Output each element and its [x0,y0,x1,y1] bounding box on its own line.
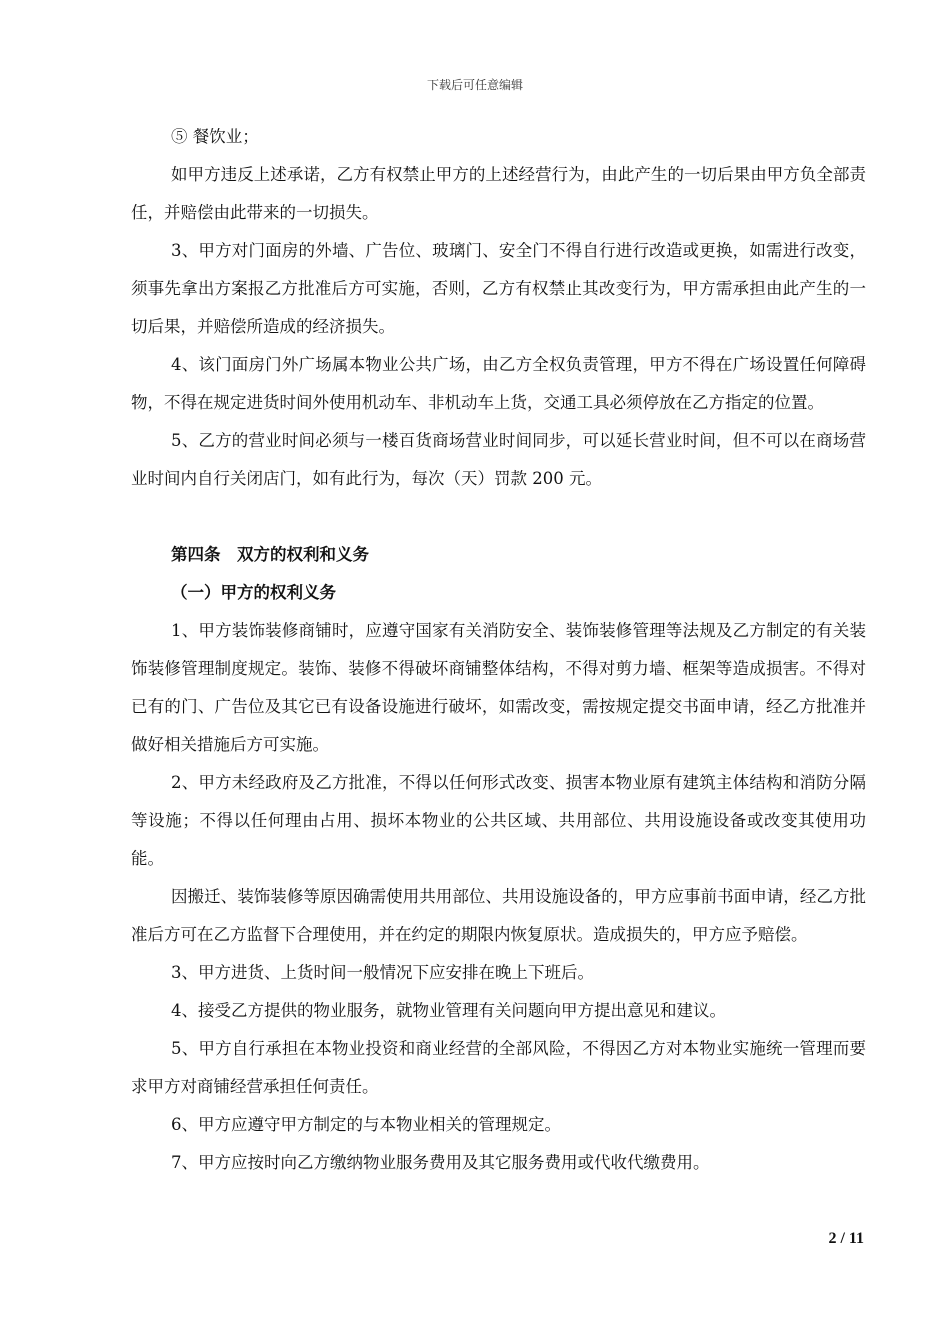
paragraph: 5、乙方的营业时间必须与一楼百货商场营业时间同步，可以延长营业时间，但不可以在商场营业时间内自行关闭店门，如有此行为，每次（天）罚款 200 元。 [131,431,866,488]
article-heading: 第四条 双方的权利和义务 [171,545,369,564]
paragraph: 因搬迁、装饰装修等原因确需使用共用部位、共用设施设备的，甲方应事前书面申请，经乙方批准后方可在乙方监督下合理使用，并在约定的期限内恢复原状。造成损失的，甲方应予赔偿。 [131,887,866,944]
paragraph: 3、甲方对门面房的外墙、广告位、玻璃门、安全门不得自行进行改造或更换，如需进行改变，须事先拿出方案报乙方批准后方可实施，否则，乙方有权禁止其改变行为，甲方需承担由此产生的一切后果，并赔偿所造成的经济损失。 [131,241,866,336]
paragraph: 5、甲方自行承担在本物业投资和商业经营的全部风险，不得因乙方对本物业实施统一管理而要求甲方对商铺经营承担任何责任。 [131,1039,866,1096]
page-number: 2 / 11 [828,1230,864,1247]
spacer [131,498,866,536]
paragraph: ⑤ 餐饮业； [171,127,259,146]
paragraph: 1、甲方装饰装修商铺时，应遵守国家有关消防安全、装饰装修管理等法规及乙方制定的有关装饰装修管理制度规定。装饰、装修不得破坏商铺整体结构，不得对剪力墙、框架等造成损害。不得对已有的门、广告位及其它已有设备设施进行破坏，如需改变，需按规定提交书面申请，经乙方批准并做好相关措施后方可实施。 [131,621,866,754]
document-body [131,118,866,1182]
paragraph: 6、甲方应遵守甲方制定的与本物业相关的管理规定。 [171,1115,561,1134]
paragraph: 3、甲方进货、上货时间一般情况下应安排在晚上下班后。 [171,963,594,982]
paragraph: 如甲方违反上述承诺，乙方有权禁止甲方的上述经营行为，由此产生的一切后果由甲方负全部责任，并赔偿由此带来的一切损失。 [131,165,866,222]
paragraph: 7、甲方应按时向乙方缴纳物业服务费用及其它服务费用或代收代缴费用。 [171,1153,710,1172]
paragraph: 4、接受乙方提供的物业服务，就物业管理有关问题向甲方提出意见和建议。 [171,1001,726,1020]
paragraph: 2、甲方未经政府及乙方批准，不得以任何形式改变、损害本物业原有建筑主体结构和消防分隔等设施；不得以任何理由占用、损坏本物业的公共区域、共用部位、共用设施设备或改变其使用功能。 [131,773,866,868]
page-header: 下载后可任意编辑 [426,78,523,92]
section-heading: （一）甲方的权利义务 [171,583,336,602]
paragraph: 4、该门面房门外广场属本物业公共广场，由乙方全权负责管理，甲方不得在广场设置任何障碍物，不得在规定进货时间外使用机动车、非机动车上货，交通工具必须停放在乙方指定的位置。 [131,355,866,412]
